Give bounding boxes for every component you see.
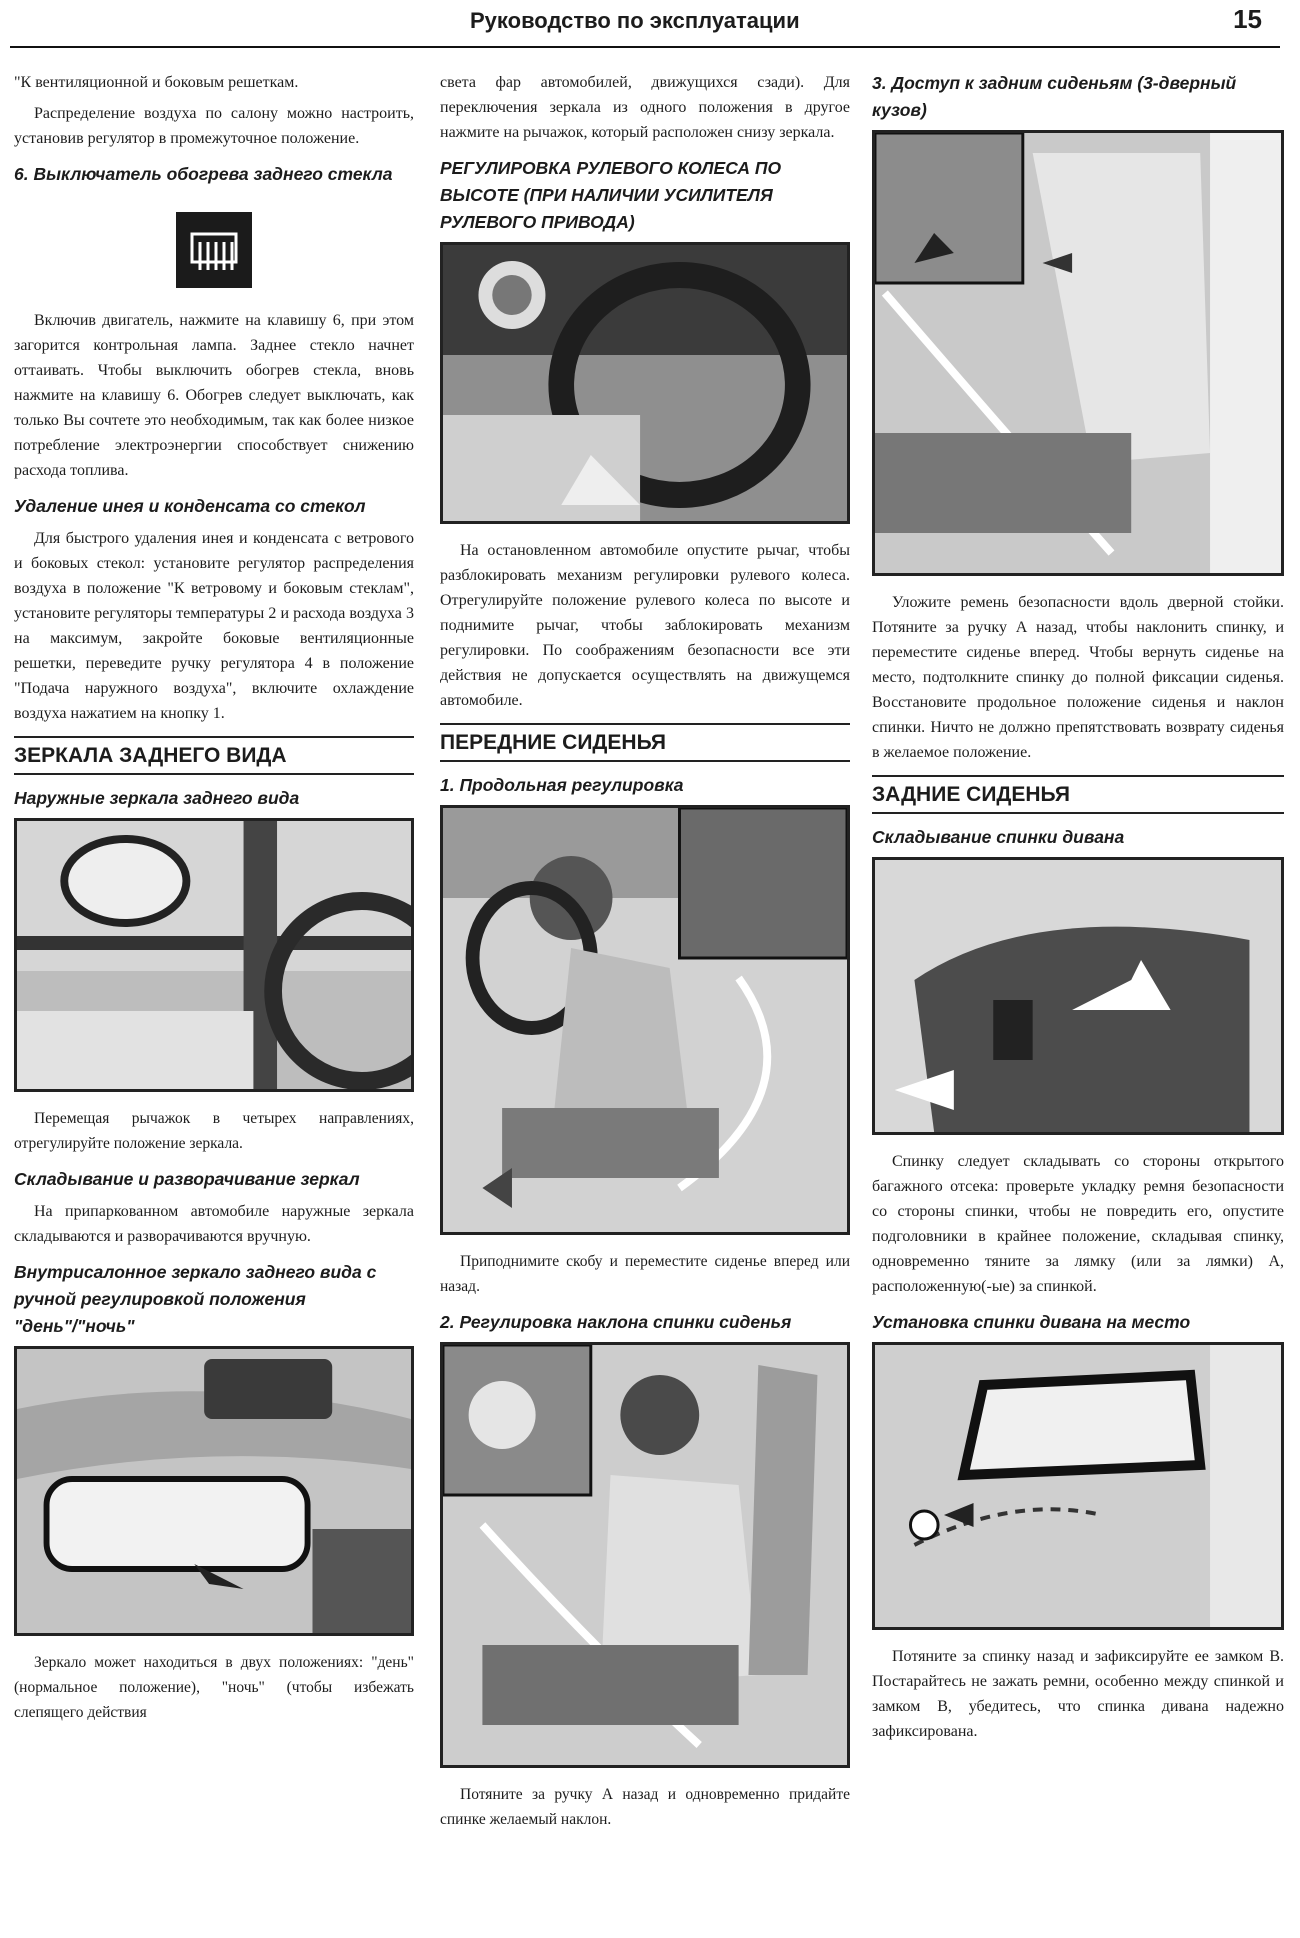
fold-backrest-photo <box>872 857 1284 1135</box>
front-seats-section-heading: ПЕРЕДНИЕ СИДЕНЬЯ <box>440 723 850 762</box>
inner-mirror-caption: Зеркало может находиться в двух положениях: "день" (нормальное положение), "ночь" (чтобы избежать слепящего действия <box>14 1654 414 1721</box>
column-right <box>872 70 1284 1750</box>
rear-defrost-text: Включив двигатель, нажмите на клавишу 6, при этом загорится контрольная лампа. Заднее стекло начнет оттаивать. Чтобы выключить обогрев стекла, вновь нажмите на клавишу 6. Обогрев следует выключать, как только Вы сочтете это необходимым, так как более низкое потребление электроэнергии способствует снижению расхода топлива. <box>14 312 414 479</box>
column-left <box>14 70 414 1731</box>
fold-heading: Складывание спинки дивана <box>872 827 1125 847</box>
outer-mirrors-heading: Наружные зеркала заднего вида <box>14 788 300 808</box>
fold-text: Спинку следует складывать со стороны открытого багажного отсека: проверьте укладку ремня безопасности со стороны спинки, чтобы не повредить его, опустите подголовники в крайнее положение, складывая спинку, одновременно тяните за лямку (или за лямки) А, расположенную(-ые) за спинкой. <box>872 1153 1284 1295</box>
rear-access-heading: 3. Доступ к задним сиденьям (3-дверный кузов) <box>872 73 1237 120</box>
folding-text: На припаркованном автомобиле наружные зеркала складываются и разворачиваются вручную. <box>14 1203 414 1245</box>
frost-heading: Удаление инея и конденсата со стекол <box>14 496 366 516</box>
longitudinal-heading: 1. Продольная регулировка <box>440 775 684 795</box>
backrest-photo <box>440 1342 850 1768</box>
rear-access-photo <box>872 130 1284 576</box>
rear-seats-section-heading: ЗАДНИЕ СИДЕНЬЯ <box>872 775 1284 814</box>
install-text: Потяните за спинку назад и зафиксируйте ее замком В. Постарайтесь не зажать ремни, особенно между спинкой и замком В, убедитесь, что спинка дивана надежно зафиксирована. <box>872 1648 1284 1740</box>
rear-window-defrost-icon <box>176 212 252 288</box>
column-middle <box>440 70 850 1838</box>
rear-defrost-heading: 6. Выключатель обогрева заднего стекла <box>14 164 393 184</box>
seat-slide-photo <box>440 805 850 1235</box>
frost-text: Для быстрого удаления инея и конденсата с ветрового и боковых стекол: установите регулятор распределения воздуха в положение "К ветровому и боковым стеклам", установите регуляторы температуры 2 и расхода воздуха 3 на максимум, закройте боковые вентиляционные решетки, переведите ручку регулятора 4 в положение "Подача наружного воздуха", включите охлаждение воздуха нажатием на кнопку 1. <box>14 530 414 722</box>
page-number: 15 <box>1233 4 1262 34</box>
page-title: Руководство по эксплуатации <box>470 8 800 33</box>
steering-text: На остановленном автомобиле опустите рычаг, чтобы разблокировать механизм регулировки рулевого колеса. Отрегулируйте положение рулевого колеса по высоте и поднимите рычаг, чтобы заблокировать механизм регулировки. По соображениям безопасности все эти действия не допускается осуществлять на движущемся автомобиле. <box>440 542 850 709</box>
backrest-caption: Потяните за ручку А назад и одновременно придайте спинке желаемый наклон. <box>440 1786 850 1828</box>
intro-paragraph: Распределение воздуха по салону можно настроить, установив регулятор в промежуточное положение. <box>14 105 414 147</box>
rear-access-text: Уложите ремень безопасности вдоль дверной стойки. Потяните за ручку А назад, чтобы наклонить спинку, и переместите сиденье вперед. Чтобы вернуть сиденье на место, подтолкните спинку до полной фиксации сиденья. Восстановите продольное положение сиденья и наклон спинки. Ничто не должно препятствовать возврату сиденья в желаемое положение. <box>872 594 1284 761</box>
steering-heading: РЕГУЛИРОВКА РУЛЕВОГО КОЛЕСА ПО ВЫСОТЕ (ПРИ НАЛИЧИИ УСИЛИТЕЛЯ РУЛЕВОГО ПРИВОДА) <box>440 158 782 232</box>
install-backrest-photo <box>872 1342 1284 1630</box>
intro-line: "К вентиляционной и боковым решеткам. <box>14 74 299 91</box>
seat-slide-caption: Приподнимите скобу и переместите сиденье вперед или назад. <box>440 1253 850 1295</box>
mirrors-section-heading: ЗЕРКАЛА ЗАДНЕГО ВИДА <box>14 736 414 775</box>
inner-mirror-heading: Внутрисалонное зеркало заднего вида с ручной регулировкой положения "день"/"ночь" <box>14 1262 377 1336</box>
page-header <box>10 0 1280 48</box>
inner-mirror-photo <box>14 1346 414 1636</box>
steering-wheel-photo <box>440 242 850 524</box>
folding-heading: Складывание и разворачивание зеркал <box>14 1169 360 1189</box>
mirror-continued-text: света фар автомобилей, движущихся сзади). Для переключения зеркала из одного положения в другое нажмите на рычажок, который расположен снизу зеркала. <box>440 74 850 141</box>
outer-mirror-caption: Перемещая рычажок в четырех направлениях, отрегулируйте положение зеркала. <box>14 1110 414 1152</box>
install-heading: Установка спинки дивана на место <box>872 1312 1191 1332</box>
backrest-heading: 2. Регулировка наклона спинки сиденья <box>440 1312 792 1332</box>
outer-mirror-photo <box>14 818 414 1092</box>
